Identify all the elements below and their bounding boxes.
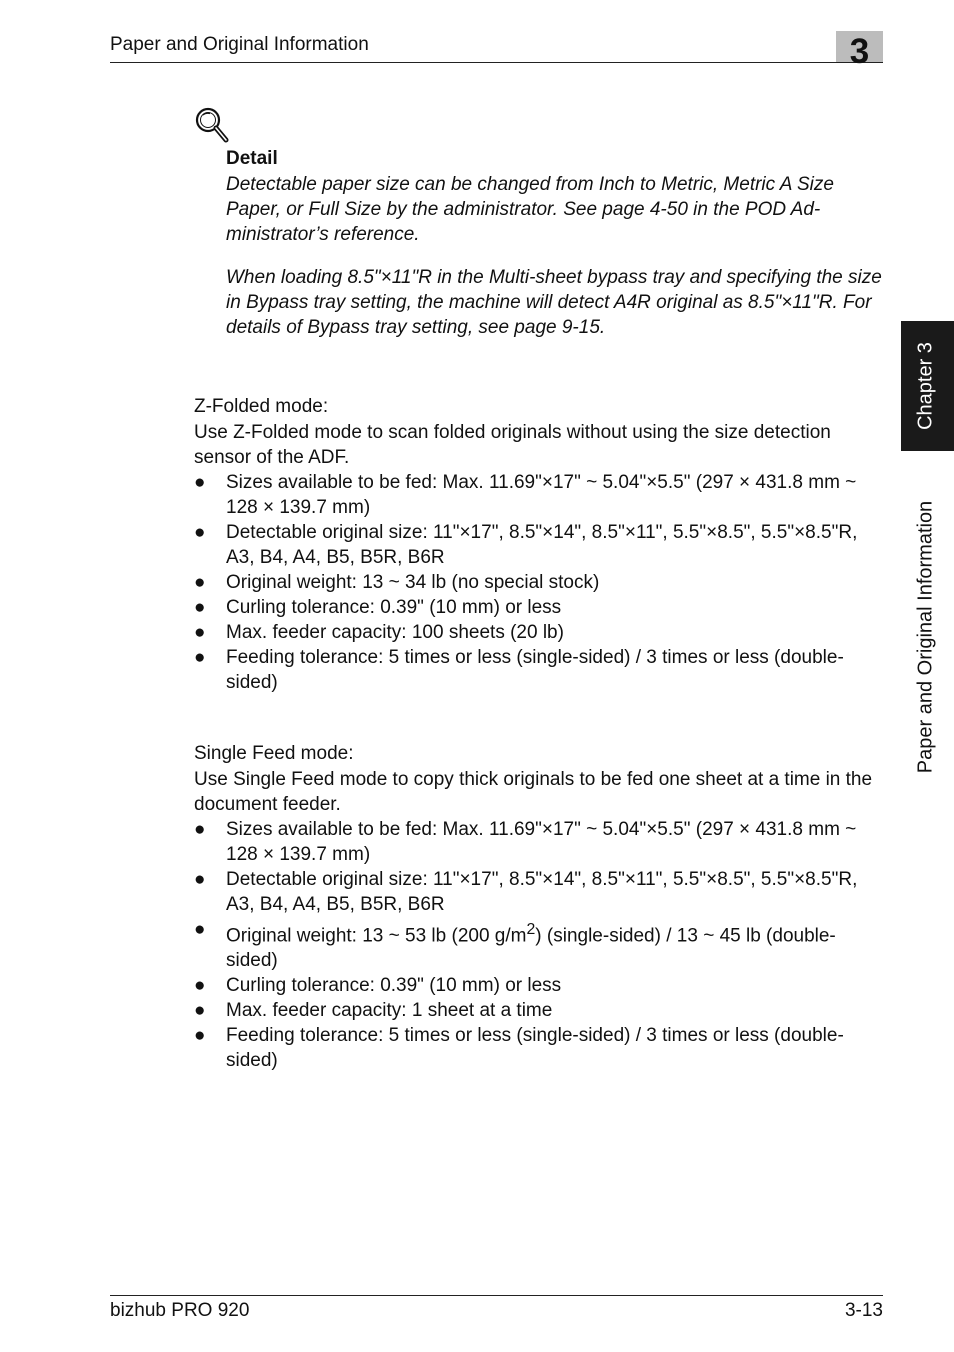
chapter-number: 3: [849, 32, 870, 71]
z-folded-intro: Use Z-Folded mode to scan folded originals without using the size detection sensor of the ADF.: [194, 422, 831, 468]
detail-label: Detail: [226, 148, 278, 169]
list-item: ● Detectable original size: 11"×17", 8.5"×14", 8.5"×11", 5.5"×8.5", 5.5"×8.5"R, A3, B4, A4, B5, B5R, B6R: [194, 522, 858, 568]
list-item: ● Original weight: 13 ~ 53 lb (200 $g/m^2$) (single-sided) / 13 ~ 45 lb (double-sided): [194, 919, 836, 972]
footer-product-name: bizhub PRO 920: [110, 1300, 250, 1321]
detail-paragraph-1: Detectable paper size can be changed from Inch to Metric, Metric A Size Paper, or Full Size by the administrator. See page 4-50 in the POD Ad-ministrator’s reference.: [226, 174, 834, 245]
header-rule: [110, 62, 883, 63]
list-item: ● Original weight: 13 ~ 34 lb (no special stock): [194, 572, 600, 593]
list-item: ● Feeding tolerance: 5 times or less (single-sided) / 3 times or less (double-sided): [194, 647, 844, 693]
magnifier-icon: [194, 106, 230, 144]
bullet-icon: ●: [194, 472, 206, 493]
running-header: Paper and Original Information: [110, 34, 369, 55]
list-item: ● Feeding tolerance: 5 times or less (single-sided) / 3 times or less (double-sided): [194, 1025, 844, 1072]
list-item: ● Curling tolerance: 0.39" (10 mm) or less: [194, 975, 562, 997]
bullet-icon: ●: [194, 1000, 206, 1022]
list-item: ● Sizes available to be fed: Max. 11.69"×17" ~ 5.04"×5.5" (297 × 431.8 mm ~ 128 × 139.7 mm): [194, 819, 857, 865]
bullet-icon: ●: [194, 597, 206, 618]
single-feed-spec-list: [194, 817, 884, 1073]
single-feed-intro: Use Single Feed mode to copy thick originals to be fed one sheet at a time in the document feeder.: [194, 769, 873, 815]
single-feed-heading: Single Feed mode:: [194, 743, 354, 764]
side-tab-chapter-label: Chapter 3: [914, 342, 937, 430]
list-item: ● Max. feeder capacity: 1 sheet at a time: [194, 1000, 553, 1022]
bullet-icon: ●: [194, 622, 206, 643]
bullet-icon: ●: [194, 1025, 206, 1047]
bullet-icon: ●: [194, 647, 206, 668]
superscript: 2: [526, 921, 536, 938]
bullet-icon: ●: [194, 572, 206, 593]
bullet-icon: ●: [194, 522, 206, 543]
list-item: ● Sizes available to be fed: Max. 11.69"×17" ~ 5.04"×5.5" (297 × 431.8 mm ~ 128 × 139.7 mm): [194, 472, 857, 518]
footer-page-number: 3-13: [844, 1300, 883, 1321]
z-folded-spec-list: [194, 470, 884, 695]
footer-rule: [110, 1295, 883, 1296]
list-item: ● Curling tolerance: 0.39" (10 mm) or less: [194, 597, 562, 618]
z-folded-heading: Z-Folded mode:: [194, 396, 329, 417]
list-item: ● Detectable original size: 11"×17", 8.5"×14", 8.5"×11", 5.5"×8.5", 5.5"×8.5"R, A3, B4, A4, B5, B5R, B6R: [194, 869, 858, 915]
bullet-icon: ●: [194, 975, 206, 997]
side-tab-section-label: Paper and Original Information: [914, 500, 937, 774]
bullet-icon: ●: [194, 819, 206, 840]
chapter-number-box: [836, 31, 883, 71]
bullet-icon: ●: [194, 869, 206, 890]
detail-paragraph-2: When loading 8.5"×11"R in the Multi-sheet bypass tray and specifying the size in Bypass tray setting, the machine will detect A4R original as 8.5"×11"R. For details of Bypass tray setting, see page 9-15.: [226, 267, 882, 338]
bullet-icon: ●: [194, 919, 206, 940]
list-item: ● Max. feeder capacity: 100 sheets (20 lb): [194, 622, 564, 643]
